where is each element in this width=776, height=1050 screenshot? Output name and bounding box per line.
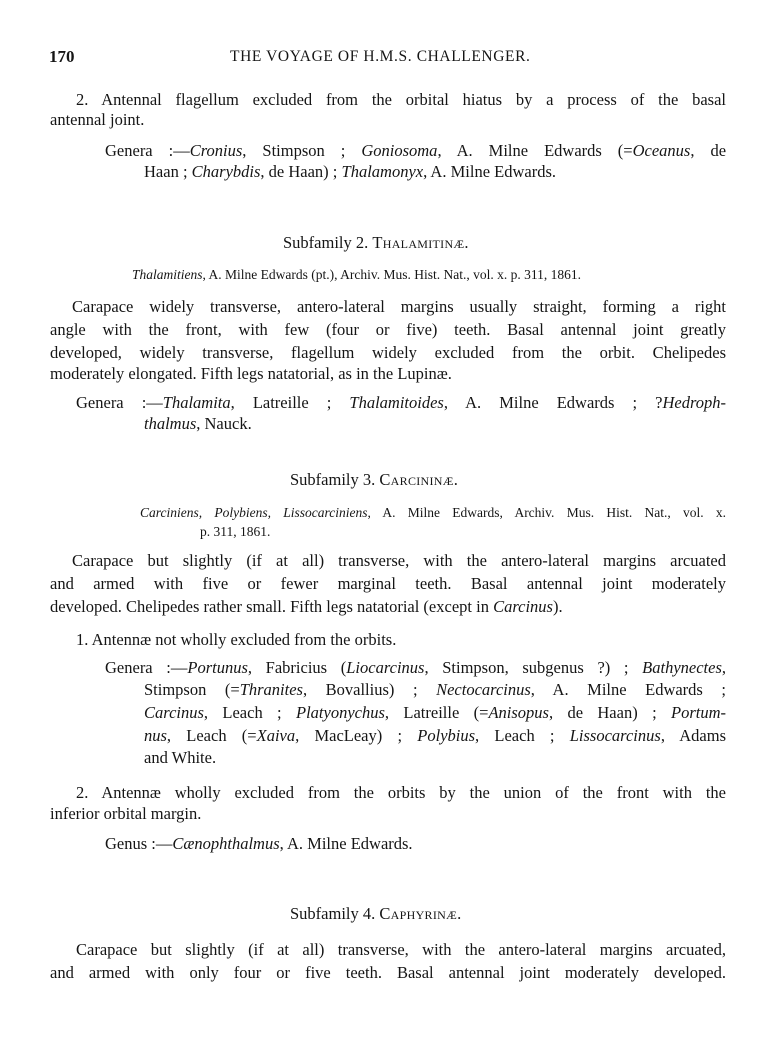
- item-2-line-1: 2. Antennal flagellum excluded from the orbital hiatus by a process of the basal: [76, 90, 726, 109]
- subfamily-3-heading: Subfamily 3. Carcininæ.: [290, 470, 459, 489]
- subfamily-2-desc-line-2: angle with the front, with few (four or five) teeth. Basal antennal joint greatly: [50, 320, 726, 339]
- subfamily-3-desc-line-1: Carapace but slightly (if at all) transverse, with the antero-lateral margins arcuated: [72, 551, 726, 570]
- subfamily-2-genera-line-2: thalmus, Nauck.: [144, 414, 252, 433]
- subfamily-3-desc-line-2: and armed with five or fewer marginal teeth. Basal antennal joint moderately: [50, 574, 726, 593]
- subfamily-2-heading: Subfamily 2. Thalamitinæ.: [283, 233, 469, 252]
- subfamily-3-genera-line-4: nus, Leach (=Xaiva, MacLeay) ; Polybius, Leach ; Lissocarcinus, Adams: [144, 726, 727, 745]
- subfamily-3-citation-line-2: p. 311, 1861.: [200, 524, 271, 539]
- subfamily-3-genera-line-2: Stimpson (=Thranites, Bovallius) ; Nectocarcinus, A. Milne Edwards ;: [144, 680, 726, 699]
- subfamily-3-genera-line-3: Carcinus, Leach ; Platyonychus, Latreille (=Anisopus, de Haan) ; Portum-: [144, 703, 727, 722]
- subfamily-2-citation: Thalamitiens, A. Milne Edwards (pt.), Archiv. Mus. Hist. Nat., vol. x. p. 311, 1861.: [132, 267, 581, 282]
- subfamily-3-genera-line-1: Genera :—Portunus, Fabricius (Liocarcinus, Stimpson, subgenus ?) ; Bathynectes,: [105, 658, 727, 677]
- subfamily-3-item-2-line-1: 2. Antennæ wholly excluded from the orbits by the union of the front with the: [76, 783, 726, 802]
- subfamily-2-genera-line-1: Genera :—Thalamita, Latreille ; Thalamitoides, A. Milne Edwards ; ?Hedroph-: [76, 393, 727, 412]
- subfamily-3-item-2-line-2: inferior orbital margin.: [50, 804, 202, 823]
- running-title: THE VOYAGE OF H.M.S. CHALLENGER.: [230, 48, 531, 65]
- subfamily-4-desc-line-1: Carapace but slightly (if at all) transverse, with the antero-lateral margins arcuated,: [76, 940, 726, 959]
- subfamily-3-citation-line-1: Carciniens, Polybiens, Lissocarciniens, A. Milne Edwards, Archiv. Mus. Hist. Nat., vol. x.: [140, 505, 727, 520]
- subfamily-2-desc-line-3: developed, widely transverse, flagellum widely excluded from the orbit. Chelipedes: [50, 343, 726, 362]
- subfamily-3-genera-line-5: and White.: [144, 748, 217, 767]
- item-2-line-2: antennal joint.: [50, 110, 145, 129]
- subfamily-4-heading: Subfamily 4. Caphyrinæ.: [290, 904, 462, 923]
- subfamily-3-genus-line: Genus :—Cænophthalmus, A. Milne Edwards.: [105, 834, 413, 853]
- genera-list-1-line-2: Haan ; Charybdis, de Haan) ; Thalamonyx, A. Milne Edwards.: [144, 162, 556, 181]
- subfamily-2-desc-line-1: Carapace widely transverse, antero-lateral margins usually straight, forming a right: [72, 297, 726, 316]
- subfamily-4-desc-line-2: and armed with only four or five teeth. Basal antennal joint moderately developed.: [50, 963, 726, 982]
- subfamily-2-desc-line-4: moderately elongated. Fifth legs natatorial, as in the Lupinæ.: [50, 364, 452, 383]
- subfamily-3-desc-line-3: developed. Chelipedes rather small. Fifth legs natatorial (except in Carcinus).: [50, 597, 563, 616]
- subfamily-3-item-1: 1. Antennæ not wholly excluded from the orbits.: [76, 630, 397, 649]
- page-number: 170: [49, 47, 75, 66]
- genera-list-1-line-1: Genera :—Cronius, Stimpson ; Goniosoma, A. Milne Edwards (=Oceanus, de: [105, 141, 727, 160]
